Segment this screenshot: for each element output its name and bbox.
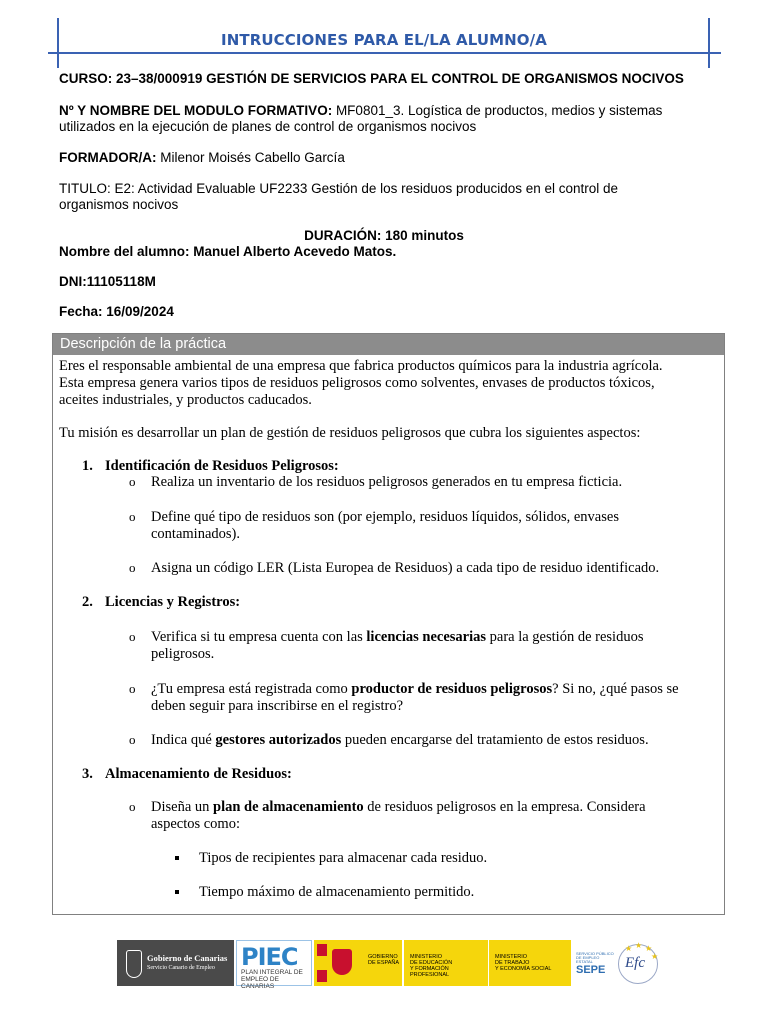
piec-logo [236, 940, 312, 990]
canarias-crest-icon [126, 950, 142, 978]
square-bullet-icon [175, 890, 179, 894]
ministerio-educacion-text [410, 954, 488, 978]
gob-es-2: DE ESPAÑA [368, 960, 400, 966]
header-underline [48, 52, 721, 54]
title-line-2: organismos nocivos [59, 197, 179, 212]
s1-bullet-1: Realiza un inventario de los residuos peligrosos generados en tu empresa ficticia. [151, 474, 623, 490]
s2-b2-text: ¿Tu empresa está registrada como [151, 681, 352, 697]
spain-shield-icon [332, 949, 352, 975]
date: Fecha: 16/09/2024 [59, 304, 174, 319]
s2-b2-text-end: ? Si no, ¿qué pasos se [552, 681, 679, 697]
sepe-text: SEPE [576, 964, 606, 976]
s1-bullet-3: Asigna un código LER (Lista Europea de Residuos) a cada tipo de residuo identificado. [151, 560, 660, 576]
gobierno-canarias-logo [117, 940, 234, 986]
s1-bullet-2: Define qué tipo de residuos son (por ejemplo, residuos líquidos, sólidos, envases [151, 509, 619, 525]
section-2-number: 2. [82, 594, 93, 610]
square-bullet-icon [175, 856, 179, 860]
min2-1: MINISTERIO [495, 954, 528, 960]
intro-line-2: Esta empresa genera varios tipos de residuos peligrosos como solventes, envases de productos tóxicos, [59, 375, 655, 391]
bullet-icon: o [129, 474, 136, 489]
section-3-title: Almacenamiento de Residuos: [105, 766, 292, 782]
s3-b1-text-end: de residuos peligrosos en la empresa. Considera [363, 799, 646, 815]
section-3-number: 3. [82, 766, 93, 782]
piec-text: PIEC [241, 943, 298, 971]
practice-heading: Descripción de la práctica [53, 334, 724, 355]
intro-line-3: aceites industriales, y productos caducados. [59, 392, 312, 408]
ministerio-educacion-logo [404, 940, 488, 986]
s2-b2-bold: productor de residuos peligrosos [351, 681, 553, 697]
s3-bullet-1 [151, 799, 646, 816]
s2-b3-text-end: pueden encargarse del tratamiento de estos residuos. [341, 732, 649, 748]
trainer-label: FORMADOR/A: [59, 150, 157, 165]
sepe-small-text: SERVICIO PÚBLICO DE EMPLEO ESTATAL [576, 951, 614, 964]
efc-text: Efc [625, 955, 645, 971]
student-name: Nombre del alumno: Manuel Alberto Acevedo Matos. [59, 244, 397, 259]
gobierno-espana-logo [314, 940, 402, 986]
piec-sub-1: PLAN INTEGRAL DE [241, 969, 303, 976]
s3-sub-1: Tipos de recipientes para almacenar cada residuo. [199, 850, 488, 866]
gobierno-espana-text [368, 954, 399, 966]
min1-3: Y FORMACIÓN PROFESIONAL [410, 966, 450, 978]
gobierno-canarias-text: Gobierno de Canarias [147, 953, 228, 963]
page-title: INTRUCCIONES PARA EL/LA ALUMNO/A [221, 31, 547, 49]
s2-b3-bold: gestores autorizados [215, 732, 342, 748]
bullet-icon: o [129, 799, 136, 814]
star-icon: ★ [651, 952, 659, 961]
min2-2: DE TRABAJO [495, 960, 530, 966]
bullet-icon: o [129, 629, 136, 644]
s2-bullet-1-cont: peligrosos. [151, 646, 215, 662]
s2-b1-bold: licencias necesarias [366, 629, 487, 645]
trainer-line [59, 150, 345, 166]
piec-subtitle [241, 969, 311, 990]
sepe-logo [574, 940, 614, 986]
s2-b3-text: Indica qué [151, 732, 216, 748]
practice-box [52, 333, 725, 915]
section-1-number: 1. [82, 458, 93, 474]
s2-bullet-1 [151, 629, 643, 646]
title-line: TITULO: E2: Actividad Evaluable UF2233 Gestión de los residuos producidos en el control de [59, 181, 619, 196]
efc-logo [617, 940, 659, 986]
servicio-canario-text: Servicio Canario de Empleo [147, 965, 215, 971]
s2-bullet-2-cont: deben seguir para inscribirse en el registro? [151, 698, 404, 714]
bullet-icon: o [129, 732, 136, 747]
intro-line-1: Eres el responsable ambiental de una empresa que fabrica productos químicos para la industria agrícola. [59, 358, 663, 374]
min2-3: Y ECONOMÍA SOCIAL [495, 966, 552, 972]
s2-bullet-2 [151, 681, 679, 698]
gob-es-1: GOBIERNO [368, 954, 398, 960]
star-icon: ★ [635, 941, 643, 950]
s3-b1-bold: plan de almacenamiento [213, 799, 364, 815]
star-icon: ★ [625, 944, 633, 953]
spain-flag-icon [317, 944, 327, 982]
s3-bullet-1-cont: aspectos como: [151, 816, 240, 832]
mission-text: Tu misión es desarrollar un plan de gestión de residuos peligrosos que cubra los siguientes aspectos: [59, 425, 641, 441]
module-line [59, 103, 662, 119]
min1-1: MINISTERIO [410, 954, 443, 960]
trainer-value: Milenor Moisés Cabello García [156, 150, 345, 165]
s3-sub-2: Tiempo máximo de almacenamiento permitido. [199, 884, 475, 900]
module-value: MF0801_3. Logística de productos, medios y sistemas [332, 103, 663, 118]
star-icon: ★ [645, 944, 653, 953]
student-dni: DNI:11105118M [59, 274, 156, 289]
s2-bullet-3 [151, 732, 649, 749]
s3-b1-text: Diseña un [151, 799, 214, 815]
duration: DURACIÓN: 180 minutos [304, 228, 464, 243]
module-label: Nº Y NOMBRE DEL MODULO FORMATIVO: [59, 103, 333, 118]
bullet-icon: o [129, 681, 136, 696]
course-line: CURSO: 23–38/000919 GESTIÓN DE SERVICIOS PARA EL CONTROL DE ORGANISMOS NOCIVOS [59, 71, 684, 86]
piec-sub-2: EMPLEO DE CANARIAS [241, 976, 279, 990]
min1-2: DE EDUCACIÓN [410, 960, 453, 966]
bullet-icon: o [129, 560, 136, 575]
ministerio-trabajo-logo [489, 940, 571, 986]
ministerio-trabajo-text [495, 954, 551, 972]
section-1-title: Identificación de Residuos Peligrosos: [105, 458, 339, 474]
bullet-icon: o [129, 509, 136, 524]
s1-bullet-2-cont: contaminados). [151, 526, 240, 542]
section-2-title: Licencias y Registros: [105, 594, 241, 610]
s2-b1-text-end: para la gestión de residuos [486, 629, 644, 645]
module-line-2: utilizados en la ejecución de planes de control de organismos nocivos [59, 119, 477, 134]
s2-b1-text: Verifica si tu empresa cuenta con las [151, 629, 367, 645]
